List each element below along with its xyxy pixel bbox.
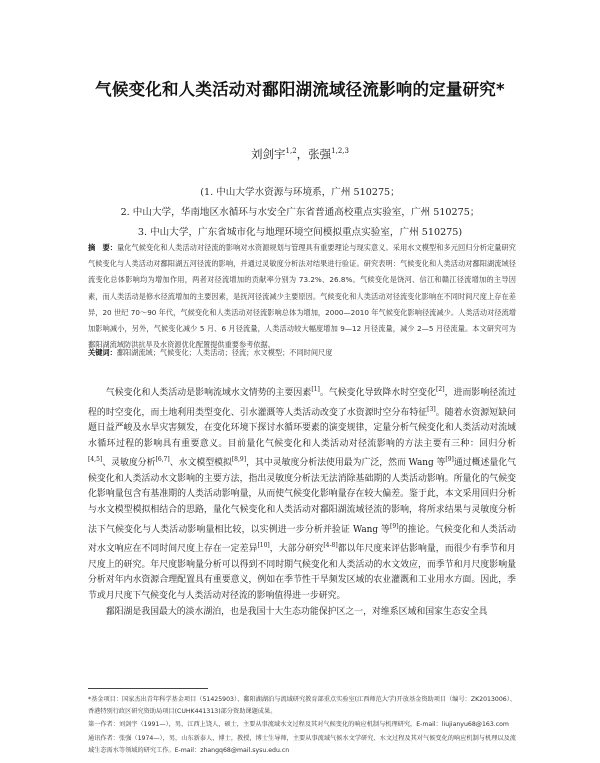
- author-separator: ，: [296, 147, 309, 161]
- keywords-label: 关键词：: [88, 348, 117, 357]
- footnote-fund: *基金项目：国家杰出青年科学基金项目（51425903）、鄱阳湖湖泊与流域研究教育部重点实验室(江西师范大学)开放基金资助项目（编号：ZK2013006）、香港特别行政区研究资助局项目(CUHK441313)部分资助课题成果。: [88, 696, 516, 716]
- footnotes: [88, 694, 516, 758]
- abstract-text: 量化气候变化和人类活动对径流的影响对水资源规划与管理具有重要理论与现实意义。采用水文模型和多元回归分析定量研究气候变化与人类活动对鄱阳湖五河径流的影响，并通过灵敏度分析法对结果进行验证。研究表明：气候变化和人类活动对鄱阳湖流域径流变化总体影响均为增加作用，两者对径流增加的贡献率分别为 73.2%、26.8%。气候变化是饶河、信江和赣江径流增加的主导因素，而人类活动是修水径流增加的主要因素，是抚河径流减少主要原因。气候变化和人类活动对径流变化影响在不同时间尺度上存在差异，20 世纪 70～90 年代，气候变化和人类活动对径流影响总体为增加，2000—2010 年气候变化影响径流减少。人类活动对径流增加影响减小，另外，气候变化减少 5 月、6 月径流量，人类活动较大幅度增加 9—12 月径流量，减少 2—5 月径流量。本文研究可为鄱阳湖流域防洪抗旱及水资源优化配置提供重要参考依据。: [88, 243, 516, 350]
- citation[interactable]: [4-8]: [323, 542, 338, 550]
- affiliation-line: 2. 中山大学，华南地区水循环与水安全广东省普通高校重点实验室，广州 510275；: [120, 207, 480, 218]
- citation[interactable]: [1]: [311, 386, 320, 393]
- abstract: [88, 240, 516, 353]
- footnote-corresponding-author: 通讯作者：张强（1974—），男，山东新泰人，博士，教授，博士生导师，主要从事流域气候水文学研究、水文过程及其对气候变化的响应机制与机理以及流域生态需水等领域的研究工作。E-mail：zhangq68@mail.sysu.edu.cn: [88, 734, 516, 754]
- abstract-label: 摘 要：: [88, 243, 118, 252]
- author-line: [0, 146, 600, 162]
- affiliation-line: (1. 中山大学水资源与环境系，广州 510275；: [200, 187, 400, 198]
- citation[interactable]: [10]: [257, 542, 270, 550]
- keywords-text: 鄱阳湖流域；气候变化；人类活动；径流；水文模型；不同时间尺度: [116, 348, 333, 357]
- citation[interactable]: [9]: [445, 456, 454, 464]
- paper-title: 气候变化和人类活动对鄱阳湖流域径流影响的定量研究*: [95, 80, 505, 99]
- citation[interactable]: [6,7]: [155, 456, 170, 464]
- footnote-first-author: 第一作者：刘剑宇（1991—），男，江西上饶人，硕士，主要从事流域水文过程及其对气候变化的响应机制与机理研究，E-mail：liujianyu68@163.com: [88, 721, 509, 729]
- body-paragraph: 气候变化和人类活动是影响流域水文情势的主要因素[1]。气候变化导致降水时空变化[2]，进而影响径流过程的时空变化，而土地利用类型变化、引水灌溉等人类活动改变了水资源时空分布特征[3]。随着水资源短缺问题日益严峻及水旱灾害频发，在变化环境下探讨水循环要素的演变规律，定量分析气候变化和人类活动对流域水循环过程的影响具有重要意义。目前量化气候变化和人类活动对径流影响的方法主要有三种：回归分析[4,5]、灵敏度分析[6,7]、水文模型模拟[8,9]，其中灵敏度分析法使用最为广泛，然而 Wang 等[9]通过概述量化气候变化和人类活动水文影响的主要方法，指出灵敏度分析法无法消除基础期的人类活动影响。所量化的气候变化影响量包含有基准期的人类活动影响量，从而使气候变化影响量存在较大偏差。鉴于此，本文采用回归分析与水文模型模拟相结合的思路，量化气候变化和人类活动对鄱阳湖流域径流的影响，将所求结果与灵敏度分析法下气候变化与人类活动影响量相比较，以实例进一步分析并验证 Wang 等[9]的推论。气候变化和人类活动对水文响应在不同时间尺度上存在一定差异[10]，大部分研究[4-8]都以年尺度来评估影响量，而很少有季节和月尺度上的研究。年尺度影响量分析可以得到不同时期气候变化和人类活动的水文效应，而季节和月尺度影响量分析对年内水资源合理配置具有重要意义，例如在季节性干旱频发区域的农业灌溉和工业用水方面。因此，季节或月尺度下气候变化与人类活动对径流的影响值得进一步研究。: [88, 386, 517, 601]
- citation[interactable]: [8,9]: [231, 456, 247, 464]
- affiliation-line: 3. 中山大学，广东省城市化与地理环境空间模拟重点实验室，广州 510275): [137, 227, 463, 238]
- citation[interactable]: [9]: [390, 522, 399, 530]
- citation[interactable]: [4,5]: [88, 456, 103, 464]
- author-affiliation-mark: 1,2,3: [331, 147, 349, 156]
- citation[interactable]: [2]: [436, 386, 445, 393]
- body-paragraph: 鄱阳湖是我国最大的淡水湖泊，也是我国十大生态功能保护区之一，对维系区域和国家生态安全具: [105, 606, 488, 617]
- body-text: [88, 382, 516, 620]
- author-name: 刘剑宇: [251, 147, 286, 161]
- keywords: [88, 348, 516, 358]
- author-affiliation-mark: 1,2: [285, 147, 297, 156]
- citation[interactable]: [3]: [427, 405, 436, 413]
- author-name: 张强: [308, 147, 332, 161]
- footnote-divider: [88, 688, 208, 689]
